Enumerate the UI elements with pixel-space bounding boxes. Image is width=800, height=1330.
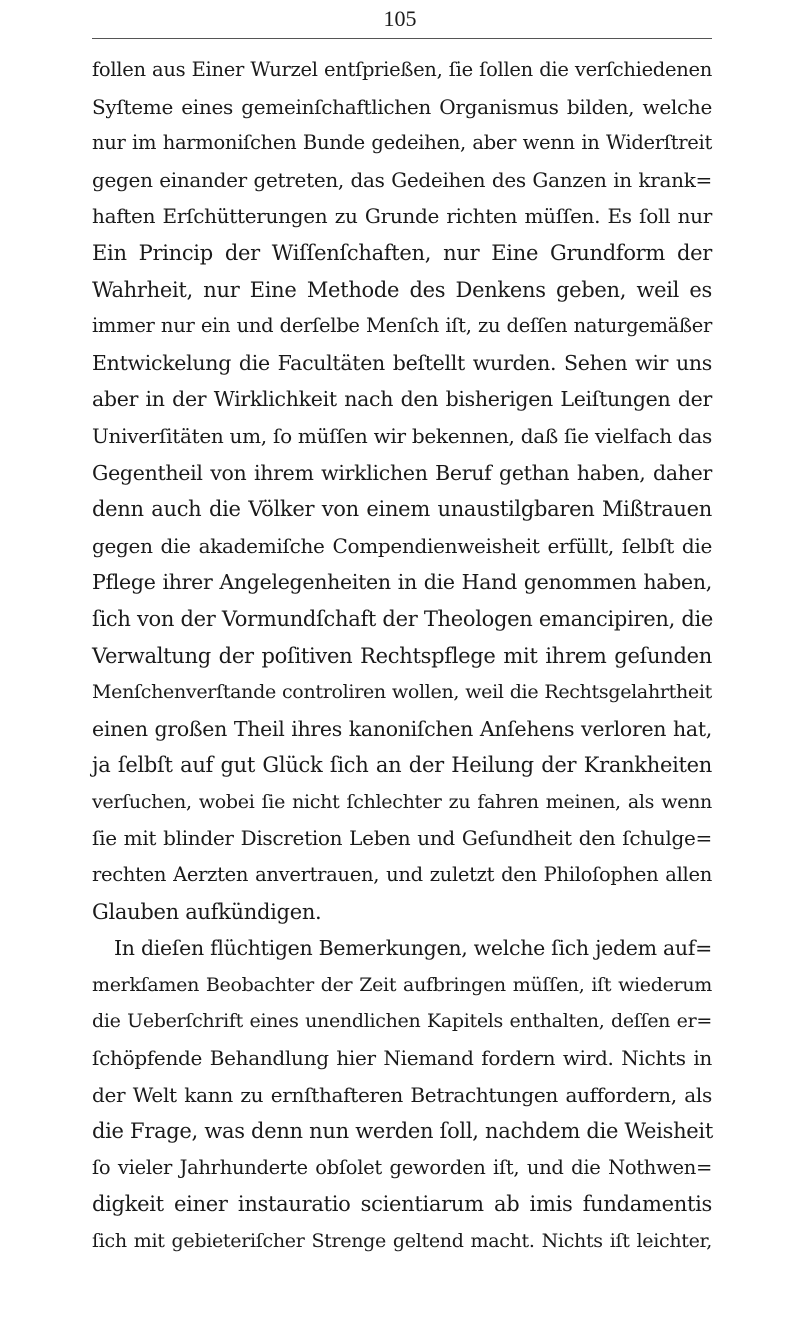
text-line: ſo vieler Jahrhunderte obſolet geworden iſt, und die Nothwen= [92, 1155, 712, 1179]
text-line: gegen einander getreten, das Gedeihen des Ganzen in krank= [92, 167, 712, 192]
text-line: Gegentheil von ihrem wirklichen Beruf gethan haben, daher [92, 460, 712, 485]
text-line: denn auch die Völker von einem unaustilgbaren Mißtrauen [92, 497, 712, 522]
text-line: ſich mit gebieteriſcher Strenge geltend macht. Nichts iſt leichter, [92, 1230, 712, 1252]
text-line: Syſteme eines gemeinſchaftlichen Organismus bilden, welche [92, 94, 712, 119]
text-line: nur im harmoniſchen Bunde gedeihen, aber wenn in Widerſtreit [92, 131, 712, 155]
text-line: ſie mit blinder Discretion Leben und Geſundheit den ſchulge= [92, 826, 712, 851]
text-line: aber in der Wirklichkeit nach den bisherigen Leiſtungen der [92, 387, 712, 412]
text-line: verſuchen, wobei ſie nicht ſchlechter zu fahren meinen, als wenn [92, 790, 712, 813]
text-line: immer nur ein und derſelbe Menſch iſt, zu deſſen naturgemäßer [92, 314, 712, 338]
header-rule [92, 38, 712, 39]
text-line: gegen die akademiſche Compendienweisheit erfüllt, ſelbſt die [92, 533, 712, 558]
text-line: follen aus Einer Wurzel entſprießen, ſie ſollen die verſchiedenen [92, 58, 712, 81]
body-text [92, 52, 712, 1260]
text-line: ja ſelbſt auf gut Glück ſich an der Heilung der Krankheiten [92, 753, 712, 778]
paragraph-end-line: Glauben aufkündigen. [92, 899, 322, 924]
text-line: merkſamen Beobachter der Zeit aufbringen müſſen, iſt wiederum [92, 973, 712, 996]
text-line: Menſchenverſtande controliren wollen, weil die Rechtsgelahrtheit [92, 681, 712, 704]
paragraph-start-line: In dieſen flüchtigen Bemerkungen, welche ſich jedem auf= [114, 936, 712, 961]
page-number: 105 [383, 6, 417, 31]
text-line: der Welt kann zu ernſthafteren Betrachtungen auffordern, als [92, 1082, 712, 1107]
text-line: ſich von der Vormundſchaft der Theologen emancipiren, die [92, 606, 714, 631]
text-line: ſchöpfende Behandlung hier Niemand fordern wird. Nichts in [92, 1046, 712, 1071]
text-line: Ein Princip der Wiſſenſchaften, nur Eine Grundform der [92, 240, 712, 265]
text-line: die Frage, was denn nun werden ſoll, nachdem die Weisheit [92, 1119, 713, 1144]
text-line: digkeit einer instauratio scientiarum ab imis fundamentis [92, 1192, 712, 1217]
text-line: Verwaltung der poſitiven Rechtspflege mit ihrem geſunden [92, 643, 712, 668]
text-line: rechten Aerzten anvertrauen, und zuletzt den Philoſophen allen [92, 863, 712, 887]
text-line: die Ueberſchrift eines unendlichen Kapitels enthalten, deſſen er= [92, 1010, 712, 1033]
text-line: Entwickelung die Facultäten beſtellt wurden. Sehen wir uns [92, 350, 712, 375]
text-line: einen großen Theil ihres kanoniſchen Anſehens verloren hat, [92, 716, 712, 741]
text-line: haften Erſchütterungen zu Grunde richten müſſen. Es ſoll nur [92, 204, 712, 229]
text-line: Univerſitäten um, ſo müſſen wir bekennen, daß ſie vielfach das [92, 423, 712, 448]
text-line: Wahrheit, nur Eine Methode des Denkens geben, weil es [92, 277, 712, 302]
text-line: Pflege ihrer Angelegenheiten in die Hand genommen haben, [92, 570, 712, 595]
